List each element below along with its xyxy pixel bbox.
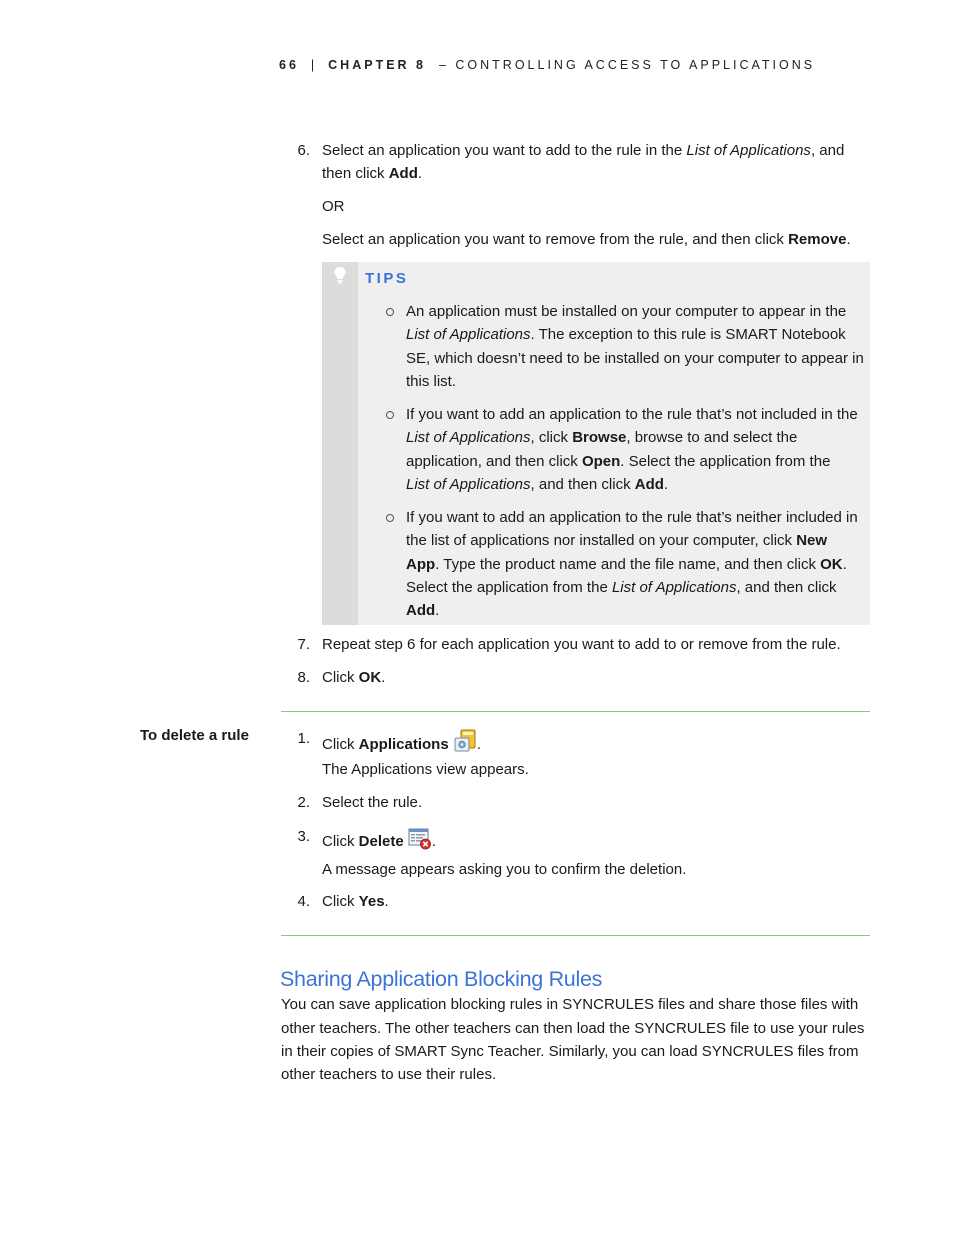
text: Click (322, 669, 359, 686)
text: application, and then click (406, 453, 582, 470)
step-6-line-2 (322, 162, 422, 185)
text: the list of applications nor installed on your computer, click (406, 532, 797, 549)
text: Select the application from the (406, 579, 612, 596)
tips-title: TIPS (365, 270, 409, 287)
tips-sidebar (322, 262, 358, 625)
page-number: 66 (279, 58, 299, 72)
delete-step-2-text: Select the rule. (322, 794, 423, 811)
tip-1-line-4: this list. (406, 373, 457, 390)
remove-ref: Remove (788, 231, 847, 248)
step-number: 2. (297, 794, 310, 811)
new-app-ref: App (406, 556, 436, 573)
text: . (846, 231, 851, 248)
step-number: 6. (297, 142, 310, 159)
text: Click (322, 833, 359, 850)
tip-3-line-1: If you want to add an application to the rule that’s neither included in (406, 509, 858, 526)
delete-step-3-result: A message appears asking you to confirm the deletion. (322, 861, 687, 878)
paragraph-line: other teachers to use their rules. (281, 1066, 497, 1083)
tip-2-line-3 (406, 450, 830, 473)
delete-step-3-text (322, 828, 436, 853)
text: Click (322, 736, 359, 753)
bullet-icon (386, 308, 394, 316)
delete-ref: Delete (358, 833, 404, 850)
bullet-icon (386, 411, 394, 419)
step-8-text (322, 666, 385, 689)
delete-step-4-text (322, 890, 389, 913)
text: then click (322, 165, 389, 182)
text: . (842, 556, 847, 573)
text: . (663, 476, 669, 493)
lightbulb-icon (333, 266, 347, 284)
text: , and then click (736, 579, 837, 596)
paragraph-line: other teachers. The other teachers can then load the SYNCRULES file to use your rules (281, 1020, 865, 1037)
step-number: 3. (297, 828, 310, 845)
tip-2-line-1: If you want to add an application to the rule that’s not included in the (406, 406, 858, 423)
tip-1-line-1: An application must be installed on your computer to appear in the (406, 303, 847, 320)
applications-icon (453, 729, 477, 753)
step-number: 8. (297, 669, 310, 686)
ok-ref: OK (820, 556, 843, 573)
tip-3-line-4 (406, 576, 837, 599)
yes-ref: Yes (358, 893, 385, 910)
page-header (279, 58, 815, 72)
tip-2-line-2 (406, 426, 797, 449)
ok-ref: OK (358, 669, 382, 686)
tip-3-line-2 (406, 529, 827, 552)
chapter-label: CHAPTER 8 (328, 58, 426, 72)
step-6-line-1 (322, 139, 844, 162)
paragraph-line: in their copies of SMART Sync Teacher. Similarly, you can load SYNCRULES files from (281, 1043, 859, 1060)
text: . The exception to this rule is SMART Notebook (530, 326, 846, 343)
applications-ref: Applications (358, 736, 449, 753)
text: , and (810, 142, 845, 159)
tips-box (322, 262, 870, 625)
add-ref: Add (406, 602, 436, 619)
or-text: OR (322, 198, 345, 215)
browse-ref: Browse (572, 429, 627, 446)
text: . (435, 602, 440, 619)
text: . (417, 165, 423, 182)
text: . Type the product name and the file name, and then click (435, 556, 821, 573)
step-6-remove-line (322, 228, 851, 251)
text: . (381, 669, 386, 686)
delete-rule-label: To delete a rule (140, 727, 249, 744)
text: Click (322, 893, 359, 910)
bullet-icon (386, 514, 394, 522)
text: , click (530, 429, 573, 446)
delete-step-1-result: The Applications view appears. (322, 761, 529, 778)
list-of-applications-ref: List of Applications (406, 429, 531, 446)
tip-1-line-3: SE, which doesn’t need to be installed on your computer to appear in (406, 350, 864, 367)
tip-1-line-2 (406, 323, 846, 346)
tip-3-line-5 (406, 599, 439, 622)
step-number: 7. (297, 636, 310, 653)
text: Select an application you want to add to the rule in the (322, 142, 687, 159)
list-of-applications-ref: List of Applications (686, 142, 811, 159)
text: Select an application you want to remove from the rule, and then click (322, 231, 789, 248)
header-separator: | (310, 58, 315, 72)
text: , browse to and select the (626, 429, 798, 446)
step-number: 4. (297, 893, 310, 910)
list-of-applications-ref: List of Applications (406, 476, 531, 493)
text: . (431, 833, 437, 850)
step-number: 1. (297, 730, 310, 747)
add-ref: Add (388, 165, 418, 182)
list-of-applications-ref: List of Applications (406, 326, 531, 343)
section-divider (281, 711, 870, 712)
text: . (384, 893, 389, 910)
section-divider (281, 935, 870, 936)
text: , and then click (530, 476, 635, 493)
section-heading: Sharing Application Blocking Rules (280, 967, 603, 991)
tip-2-line-4 (406, 473, 668, 496)
text: . (476, 736, 482, 753)
chapter-title: – CONTROLLING ACCESS TO APPLICATIONS (438, 58, 816, 72)
delete-step-1-text (322, 729, 481, 756)
new-app-ref: New (796, 532, 828, 549)
open-ref: Open (581, 453, 621, 470)
step-7-text: Repeat step 6 for each application you want to add to or remove from the rule. (322, 636, 841, 653)
delete-icon (408, 828, 432, 850)
text: . Select the application from the (620, 453, 831, 470)
tip-3-line-3 (406, 553, 847, 576)
paragraph-line: You can save application blocking rules in SYNCRULES files and share those files with (281, 996, 859, 1013)
list-of-applications-ref: List of Applications (611, 579, 737, 596)
add-ref: Add (634, 476, 664, 493)
